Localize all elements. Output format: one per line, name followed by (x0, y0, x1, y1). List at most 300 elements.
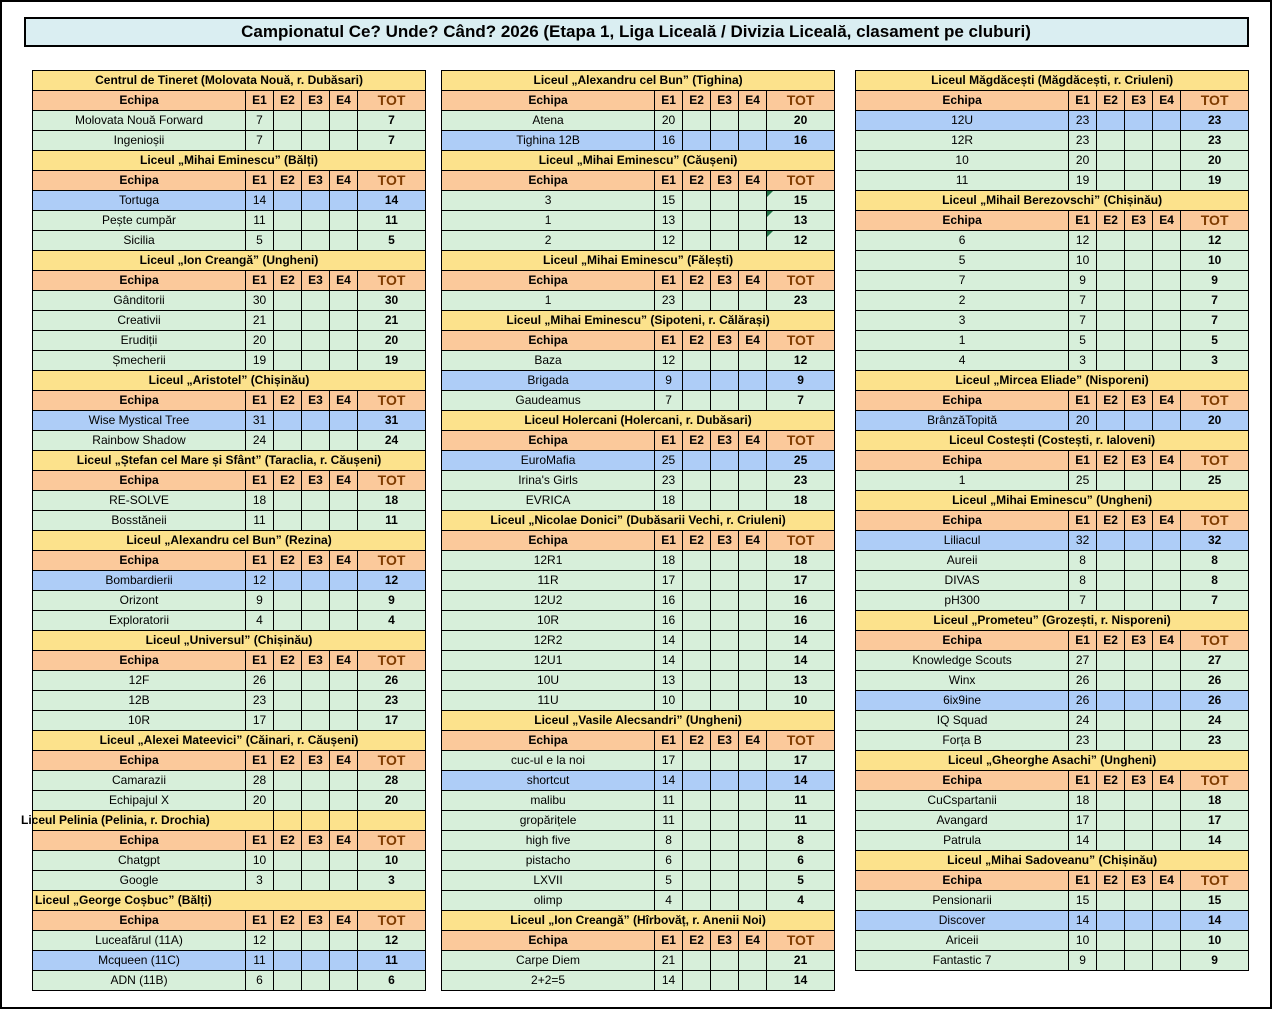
round-header-e1-text: E1 (252, 473, 267, 487)
team-total-text: 5 (797, 873, 804, 887)
round-header-e3 (1125, 211, 1153, 231)
score-e1 (1069, 171, 1097, 191)
team-row (442, 191, 835, 211)
club-header-text: Liceul „Prometeu” (Grozești, r. Nisporeni) (933, 613, 1171, 627)
team-name-text: Bombardierii (105, 573, 173, 587)
round-header-e4-text: E4 (1159, 453, 1174, 467)
round-header-e2-text: E2 (689, 933, 704, 947)
team-row (33, 211, 426, 231)
round-header-e3 (1125, 451, 1153, 471)
score-e1 (1069, 111, 1097, 131)
score-e1 (655, 791, 683, 811)
score-e3 (1125, 251, 1153, 271)
round-header-e2 (1097, 391, 1125, 411)
echipa-header (33, 391, 246, 411)
score-e1-text: 23 (1075, 113, 1090, 127)
score-e1 (246, 931, 274, 951)
round-header-e3 (711, 271, 739, 291)
team-name (33, 571, 246, 591)
score-e4 (739, 831, 767, 851)
round-header-e3 (302, 391, 330, 411)
team-name-text: 10R (127, 713, 150, 727)
team-total (1181, 251, 1249, 271)
club-header (442, 71, 835, 91)
club-header (856, 71, 1249, 91)
score-e2 (683, 631, 711, 651)
team-total-text: 17 (384, 713, 399, 727)
team-total-text: 18 (1207, 793, 1222, 807)
score-e2 (683, 651, 711, 671)
team-name-text: Erudiții (120, 333, 158, 347)
club-header-text: Liceul „Mihai Eminescu” (Bălți) (140, 153, 319, 167)
score-e3 (711, 291, 739, 311)
score-e2 (274, 231, 302, 251)
score-e2 (274, 771, 302, 791)
round-header-e4-text: E4 (745, 433, 760, 447)
score-e3 (711, 811, 739, 831)
round-header-e1-text: E1 (661, 173, 676, 187)
score-e4 (739, 391, 767, 411)
round-header-e4 (330, 751, 358, 771)
round-header-e4 (739, 331, 767, 351)
team-name-text: 10R (537, 613, 560, 627)
total-header-text: TOT (786, 92, 815, 108)
round-header-e1 (655, 271, 683, 291)
score-e3 (302, 691, 330, 711)
team-total (1181, 571, 1249, 591)
team-total-text: 20 (384, 793, 399, 807)
score-e4 (1153, 251, 1181, 271)
echipa-header (442, 171, 655, 191)
score-e1 (1069, 131, 1097, 151)
round-header-e4-text: E4 (745, 733, 760, 747)
score-e2 (274, 571, 302, 591)
team-total (358, 191, 426, 211)
team-name-text: 12R2 (533, 633, 563, 647)
score-e3 (711, 751, 739, 771)
score-e1-text: 14 (661, 653, 676, 667)
round-header-e2-text: E2 (1103, 213, 1118, 227)
round-header-e3-text: E3 (308, 473, 323, 487)
score-e1-text: 12 (1075, 233, 1090, 247)
team-total-text: 3 (1211, 353, 1218, 367)
score-e1 (655, 871, 683, 891)
team-row (442, 291, 835, 311)
column-header-row (442, 931, 835, 951)
team-name-text: Forța B (942, 733, 982, 747)
score-e2 (683, 471, 711, 491)
team-name-text: 12R1 (533, 553, 563, 567)
score-e3 (302, 111, 330, 131)
score-e3 (711, 111, 739, 131)
team-name-text: 2 (958, 293, 966, 307)
score-e2 (274, 611, 302, 631)
score-e1 (1069, 711, 1097, 731)
score-e1-text: 5 (256, 233, 263, 247)
score-e1 (655, 351, 683, 371)
club-header-text: Liceul „Mihai Eminescu” (Fălești) (543, 253, 734, 267)
team-total (358, 211, 426, 231)
score-e3 (1125, 731, 1153, 751)
team-total-text: 27 (1207, 653, 1222, 667)
team-name (442, 971, 655, 991)
score-e4 (330, 871, 358, 891)
round-header-e2-text: E2 (280, 473, 295, 487)
team-row (442, 551, 835, 571)
team-total (767, 871, 835, 891)
column-header-row (33, 171, 426, 191)
total-header-text: TOT (786, 932, 815, 948)
score-e3 (1125, 831, 1153, 851)
team-row (33, 291, 426, 311)
team-total (767, 671, 835, 691)
team-total-text: 9 (797, 373, 804, 387)
team-name-text: Gânditorii (113, 293, 165, 307)
team-total (358, 431, 426, 451)
team-row (33, 791, 426, 811)
team-name-text: pistacho (525, 853, 571, 867)
team-total (767, 691, 835, 711)
team-total (767, 831, 835, 851)
club-header-row (33, 151, 426, 171)
club-header-row (33, 531, 426, 551)
score-e1-text: 25 (1075, 473, 1090, 487)
score-e3 (711, 131, 739, 151)
round-header-e1-text: E1 (661, 433, 676, 447)
score-e4 (739, 851, 767, 871)
score-e3 (1125, 571, 1153, 591)
club-header (856, 491, 1249, 511)
score-e1-text: 8 (665, 833, 672, 847)
score-e4 (1153, 471, 1181, 491)
round-header-e1-text: E1 (252, 173, 267, 187)
team-total (358, 931, 426, 951)
round-header-e3 (711, 171, 739, 191)
team-total (358, 231, 426, 251)
score-e2 (1097, 151, 1125, 171)
score-e1 (1069, 471, 1097, 491)
score-e1-text: 14 (1075, 913, 1090, 927)
round-header-e3-text: E3 (1131, 633, 1146, 647)
team-name (33, 331, 246, 351)
team-row (856, 231, 1249, 251)
score-e1 (246, 571, 274, 591)
team-name (33, 971, 246, 991)
round-header-e2-text: E2 (1103, 873, 1118, 887)
echipa-header (33, 551, 246, 571)
club-header (442, 411, 835, 431)
score-e1-text: 12 (252, 573, 267, 587)
team-total (358, 491, 426, 511)
score-e1 (1069, 351, 1097, 371)
score-e1 (655, 571, 683, 591)
club-header (856, 431, 1249, 451)
column-header-row (856, 211, 1249, 231)
score-e4 (739, 291, 767, 311)
team-total-text: 11 (794, 813, 807, 827)
club-header (856, 611, 1249, 631)
team-row (442, 351, 835, 371)
score-e1-text: 9 (256, 593, 263, 607)
score-e1 (655, 371, 683, 391)
round-header-e2-text: E2 (280, 273, 295, 287)
score-e4 (1153, 951, 1181, 971)
round-header-e1 (1069, 391, 1097, 411)
score-e1-text: 10 (661, 693, 676, 707)
club-header-text: Liceul „Mihai Eminescu” (Ungheni) (952, 493, 1153, 507)
club-header-empty-cell (302, 811, 330, 831)
total-header (358, 551, 426, 571)
round-header-e4-text: E4 (745, 533, 760, 547)
score-e3 (1125, 711, 1153, 731)
echipa-header-text: Echipa (528, 333, 568, 347)
score-e1 (246, 311, 274, 331)
score-e3 (1125, 271, 1153, 291)
team-total-text: 10 (793, 693, 808, 707)
team-row (442, 671, 835, 691)
round-header-e4-text: E4 (1159, 513, 1174, 527)
score-e2 (1097, 931, 1125, 951)
team-name-text: 10U (537, 673, 560, 687)
total-header-text: TOT (377, 552, 406, 568)
team-row (442, 111, 835, 131)
club-header-row (442, 251, 835, 271)
score-e4 (1153, 331, 1181, 351)
score-e1 (655, 471, 683, 491)
club-header-text: Liceul „Mihai Eminescu” (Căușeni) (538, 153, 738, 167)
score-e3 (1125, 551, 1153, 571)
score-e1 (655, 211, 683, 231)
score-e3 (1125, 891, 1153, 911)
round-header-e3-text: E3 (308, 93, 323, 107)
team-name-text: Pește cumpăr (101, 213, 177, 227)
score-e1-text: 30 (252, 293, 267, 307)
score-e1-text: 5 (665, 873, 672, 887)
round-header-e4 (330, 271, 358, 291)
club-header-text: Liceul „Mihail Berezovschi” (Chișinău) (942, 193, 1163, 207)
score-e2 (1097, 351, 1125, 371)
score-e2 (683, 291, 711, 311)
echipa-header (856, 211, 1069, 231)
team-total (767, 571, 835, 591)
club-header-text: Liceul „Gheorghe Asachi” (Ungheni) (948, 753, 1157, 767)
team-total-text: 9 (1211, 953, 1218, 967)
score-e1-text: 11 (253, 953, 266, 967)
round-header-e4-text: E4 (1159, 773, 1174, 787)
team-total-text: 15 (793, 193, 808, 207)
round-header-e4 (1153, 391, 1181, 411)
score-e2 (1097, 831, 1125, 851)
team-total-text: 25 (1207, 473, 1222, 487)
round-header-e1 (246, 271, 274, 291)
round-header-e1 (246, 91, 274, 111)
round-header-e3-text: E3 (717, 173, 732, 187)
round-header-e4 (330, 471, 358, 491)
score-e2 (1097, 711, 1125, 731)
round-header-e4 (1153, 771, 1181, 791)
score-e4 (739, 471, 767, 491)
score-e1 (655, 751, 683, 771)
score-e1 (246, 591, 274, 611)
team-name-text: 1 (544, 213, 552, 227)
score-e1-text: 20 (661, 113, 676, 127)
score-e2 (683, 831, 711, 851)
total-header-text: TOT (786, 732, 815, 748)
echipa-header-text: Echipa (528, 933, 568, 947)
score-e1 (1069, 811, 1097, 831)
score-e4 (739, 111, 767, 131)
total-header (767, 431, 835, 451)
round-header-e1-text: E1 (661, 533, 676, 547)
round-header-e3 (1125, 391, 1153, 411)
score-e2 (1097, 651, 1125, 671)
score-e1 (1069, 551, 1097, 571)
round-header-e1-text: E1 (661, 333, 676, 347)
score-e1 (655, 851, 683, 871)
team-name (856, 811, 1069, 831)
team-name-text: Aureii (946, 553, 978, 567)
team-name-text: Brigada (527, 373, 569, 387)
team-row (856, 831, 1249, 851)
round-header-e3 (302, 171, 330, 191)
score-e4 (1153, 571, 1181, 591)
score-e1 (655, 811, 683, 831)
score-e1-text: 13 (661, 213, 676, 227)
echipa-header-text: Echipa (942, 93, 982, 107)
score-e2 (683, 611, 711, 631)
score-e4 (1153, 671, 1181, 691)
score-e1-text: 7 (1079, 313, 1086, 327)
team-row (442, 851, 835, 871)
club-header-text: Liceul „Mihai Sadoveanu” (Chișinău) (947, 853, 1158, 867)
column-header-row (856, 91, 1249, 111)
round-header-e3-text: E3 (1131, 393, 1146, 407)
score-e1-text: 21 (252, 313, 267, 327)
team-name-text: Camarazii (111, 773, 166, 787)
team-name-text: Șmecherii (112, 353, 166, 367)
team-name (856, 911, 1069, 931)
club-header (21, 811, 274, 831)
score-e4 (330, 511, 358, 531)
team-total (767, 291, 835, 311)
echipa-header (442, 931, 655, 951)
team-total-text: 17 (1207, 813, 1222, 827)
club-header-text: Liceul „Mihai Eminescu” (Sipoteni, r. Călărași) (506, 313, 770, 327)
team-name (856, 131, 1069, 151)
round-header-e3 (711, 531, 739, 551)
score-e3 (1125, 311, 1153, 331)
team-name-text: Chatgpt (117, 853, 161, 867)
team-total (1181, 231, 1249, 251)
score-e4 (739, 451, 767, 471)
round-header-e4-text: E4 (745, 173, 760, 187)
score-e4 (739, 591, 767, 611)
team-total-text: 16 (793, 133, 808, 147)
round-header-e1 (655, 331, 683, 351)
score-e1-text: 23 (252, 693, 267, 707)
score-e4 (1153, 811, 1181, 831)
team-row (33, 411, 426, 431)
team-total-text: 7 (388, 133, 395, 147)
round-header-e2 (274, 911, 302, 931)
team-row (33, 611, 426, 631)
team-total (358, 111, 426, 131)
team-name (33, 351, 246, 371)
team-total-text: 9 (1211, 273, 1218, 287)
team-name-text: Baza (534, 353, 562, 367)
club-header (33, 151, 426, 171)
score-e1-text: 7 (1079, 593, 1086, 607)
score-e4 (1153, 111, 1181, 131)
round-header-e4-text: E4 (745, 933, 760, 947)
score-e1-text: 20 (252, 793, 267, 807)
club-header (33, 531, 426, 551)
score-e2 (1097, 411, 1125, 431)
echipa-header-text: Echipa (119, 753, 159, 767)
team-total-text: 14 (1207, 913, 1222, 927)
club-header-text: Liceul „Alexei Mateevici” (Căinari, r. Căușeni) (99, 733, 359, 747)
round-header-e1 (1069, 511, 1097, 531)
score-e4 (739, 231, 767, 251)
score-e4 (330, 791, 358, 811)
team-name-text: 12F (128, 673, 150, 687)
score-e3 (1125, 591, 1153, 611)
score-e4 (739, 951, 767, 971)
team-total (767, 651, 835, 671)
team-name (442, 291, 655, 311)
team-total-text: 11 (385, 513, 398, 527)
score-e3 (1125, 811, 1153, 831)
score-e1-text: 10 (252, 853, 267, 867)
team-row (442, 751, 835, 771)
team-total (1181, 931, 1249, 951)
team-row (442, 831, 835, 851)
score-e3 (711, 891, 739, 911)
score-e1 (246, 191, 274, 211)
score-e4 (330, 491, 358, 511)
club-header (33, 451, 426, 471)
team-total-text: 12 (793, 353, 808, 367)
total-header (767, 271, 835, 291)
score-e1 (655, 231, 683, 251)
echipa-header (442, 531, 655, 551)
echipa-header-text: Echipa (942, 873, 982, 887)
echipa-header (442, 271, 655, 291)
echipa-header-text: Echipa (942, 453, 982, 467)
echipa-header-text: Echipa (119, 273, 159, 287)
team-total-text: 7 (1211, 293, 1218, 307)
score-e1-text: 12 (661, 233, 676, 247)
score-e4 (739, 751, 767, 771)
total-header (1181, 391, 1249, 411)
team-name (856, 691, 1069, 711)
club-header-row (442, 711, 835, 731)
club-header (442, 311, 835, 331)
score-e1-text: 17 (661, 753, 676, 767)
score-e4 (739, 131, 767, 151)
team-name (856, 251, 1069, 271)
round-header-e2-text: E2 (1103, 513, 1118, 527)
round-header-e3 (1125, 771, 1153, 791)
score-e1-text: 14 (661, 973, 676, 987)
score-e3 (1125, 171, 1153, 191)
score-e3 (1125, 291, 1153, 311)
team-total-text: 26 (384, 673, 399, 687)
total-header (358, 751, 426, 771)
score-e1 (1069, 411, 1097, 431)
team-name-text: pH300 (944, 593, 980, 607)
echipa-header (33, 651, 246, 671)
